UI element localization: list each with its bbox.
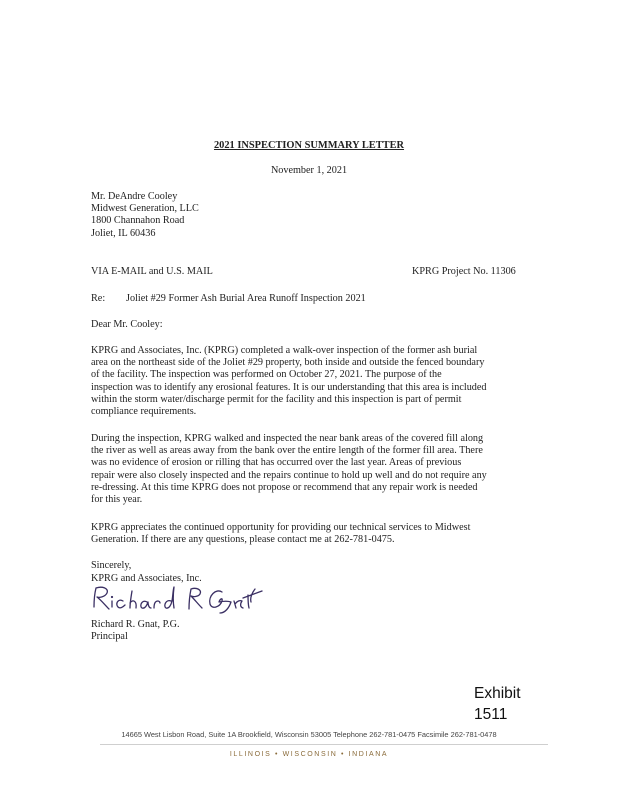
- body-paragraph-2: [91, 433, 487, 506]
- project-number: KPRG Project No. 11306: [412, 266, 516, 277]
- exhibit-stamp: [474, 683, 521, 725]
- recipient-line: Midwest Generation, LLC: [91, 203, 199, 215]
- paragraph-line: re-dressing. At this time KPRG does not propose or recommend that any repair work is needed: [91, 481, 478, 493]
- body-paragraph-3: [91, 522, 470, 546]
- signer-title: Principal: [91, 631, 128, 642]
- paragraph-line: of the facility. The inspection was performed on October 27, 2021. The purpose of the: [91, 369, 442, 381]
- paragraph-line: compliance requirements.: [91, 406, 197, 418]
- paragraph-line: for this year.: [91, 494, 143, 506]
- paragraph-line: inspection was to identify any erosional features. It is our understanding that this area is included: [91, 381, 487, 393]
- exhibit-label: Exhibit: [474, 685, 521, 702]
- letter-title: 2021 INSPECTION SUMMARY LETTER: [213, 140, 405, 151]
- paragraph-line: the river as well as areas away from the bank over the entire length of the former fill area. There: [91, 445, 483, 457]
- paragraph-line: area on the northeast side of the Joliet #29 property, both inside and outside the fenced boundary: [91, 357, 485, 369]
- letter-date: November 1, 2021: [270, 165, 348, 176]
- paragraph-line: within the storm water/discharge permit for the facility and this inspection is part of permit: [91, 393, 462, 405]
- paragraph-line: was no evidence of erosion or rilling that has occurred over the last year. Areas of previous: [91, 457, 462, 469]
- paragraph-line: KPRG and Associates, Inc. (KPRG) completed a walk-over inspection of the former ash burial: [91, 345, 478, 356]
- company-name: KPRG and Associates, Inc.: [91, 573, 202, 584]
- footer-states: ILLINOIS • WISCONSIN • INDIANA: [229, 751, 389, 758]
- delivery-method: VIA E-MAIL and U.S. MAIL: [91, 266, 213, 277]
- body-paragraph-1: [91, 345, 487, 418]
- footer-address: 14665 West Lisbon Road, Suite 1A Brookfield, Wisconsin 53005 Telephone 262-781-0475 Facsimile 262-781-0478: [121, 730, 497, 739]
- re-label: Re:: [91, 293, 106, 304]
- recipient-line: Joliet, IL 60436: [91, 227, 156, 239]
- paragraph-line: KPRG appreciates the continued opportunity for providing our technical services to Midwest: [91, 522, 471, 533]
- signer-name: Richard R. Gnat, P.G.: [91, 619, 180, 630]
- recipient-line: Mr. DeAndre Cooley: [91, 191, 178, 202]
- re-subject: Joliet #29 Former Ash Burial Area Runoff Inspection 2021: [126, 293, 366, 304]
- recipient-line: 1800 Channahon Road: [91, 215, 185, 227]
- paragraph-line: During the inspection, KPRG walked and inspected the near bank areas of the covered fill along: [91, 433, 484, 444]
- paragraph-line: Generation. If there are any questions, please contact me at 262-781-0475.: [91, 534, 395, 546]
- signature: [90, 584, 265, 614]
- salutation: Dear Mr. Cooley:: [91, 319, 163, 330]
- closing: Sincerely,: [91, 560, 132, 571]
- recipient-block: [91, 191, 199, 240]
- footer-divider: [100, 744, 548, 745]
- exhibit-number: 1511: [474, 706, 508, 723]
- paragraph-line: repair were also closely inspected and the repairs continue to hold up well and do not require any: [91, 469, 487, 481]
